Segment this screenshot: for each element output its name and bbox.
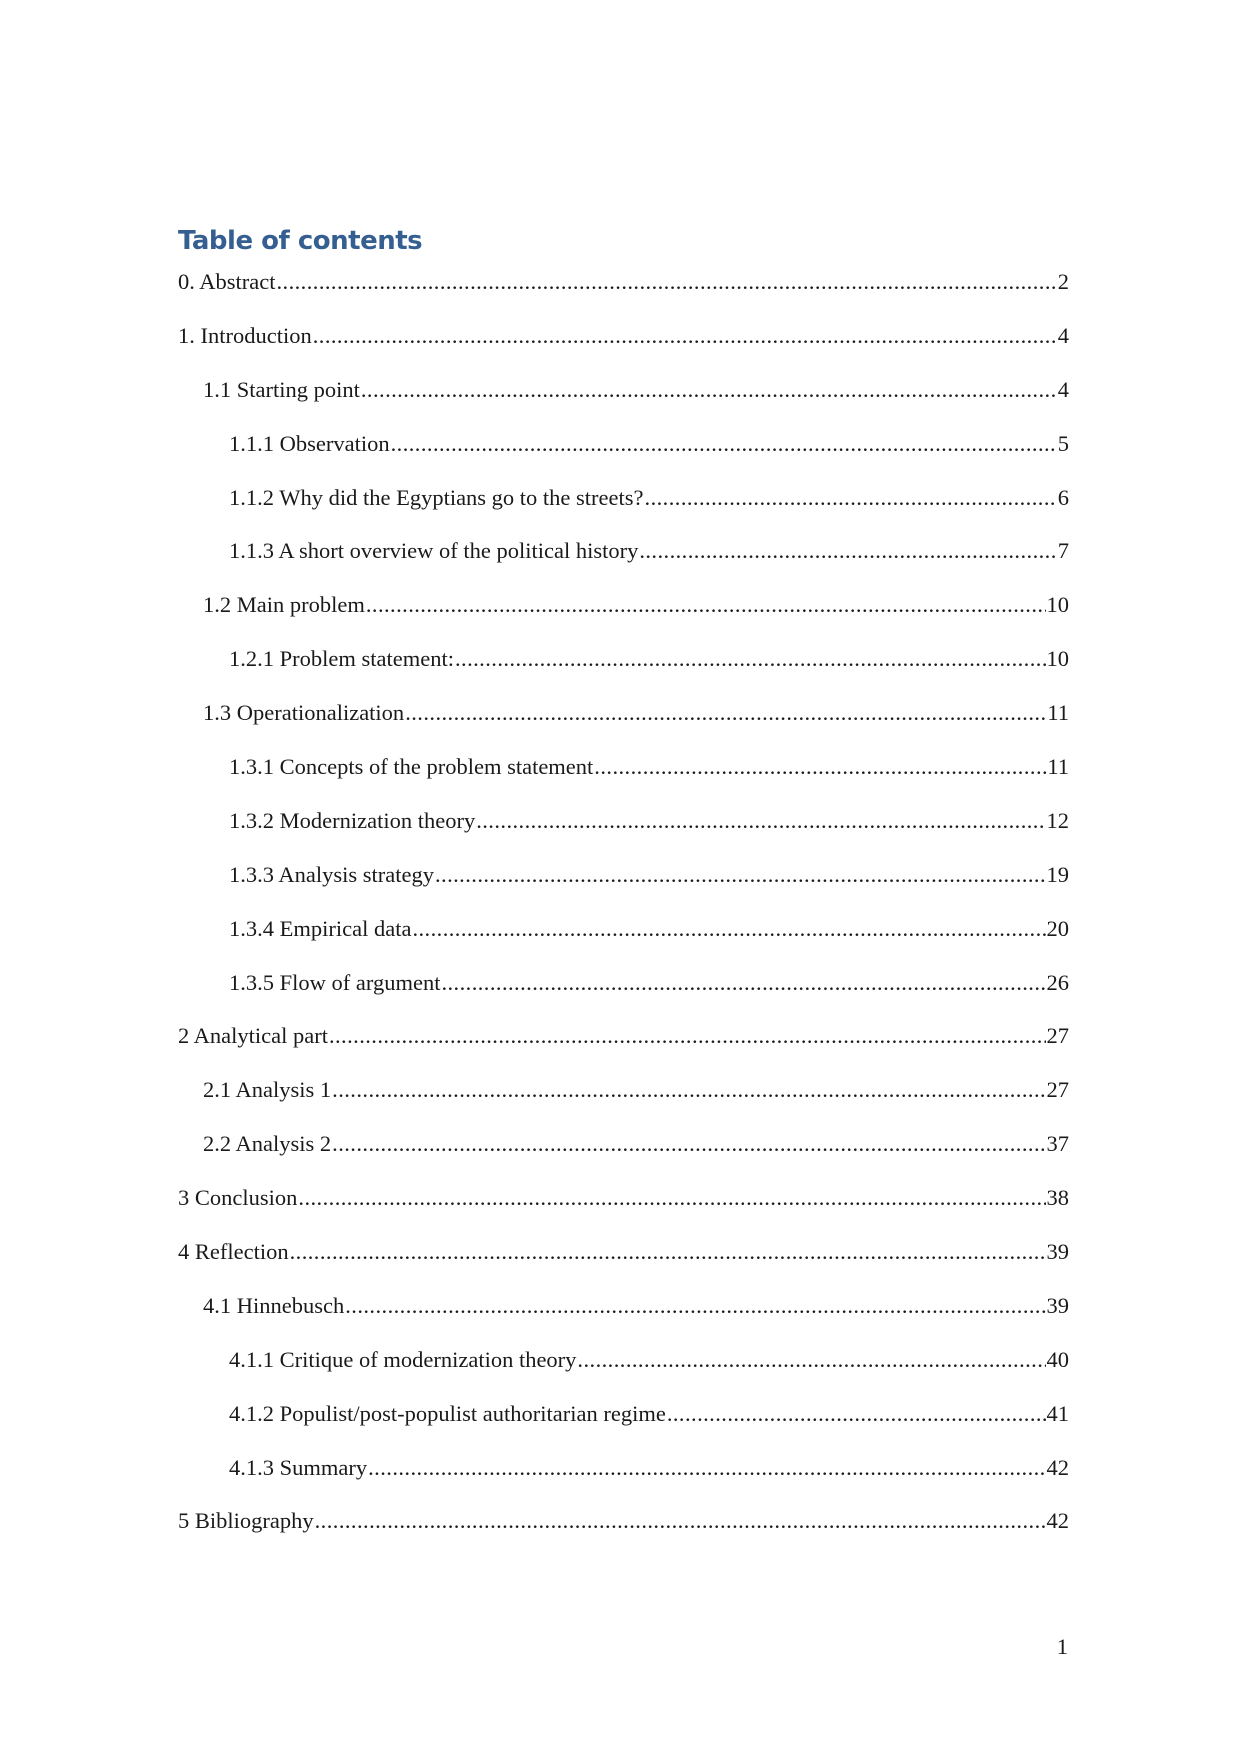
toc-entry-title: 1.3.5 Flow of argument (229, 969, 441, 995)
toc-dot-leader (332, 1074, 1045, 1106)
toc-entry-title: 2 Analytical part (178, 1023, 328, 1049)
toc-dot-leader (594, 751, 1046, 783)
toc-dot-leader (315, 1505, 1046, 1537)
toc-entry[interactable] (178, 320, 1069, 374)
toc-dot-leader (313, 320, 1057, 352)
toc-dot-leader (441, 967, 1045, 999)
toc-dot-leader (366, 589, 1046, 621)
toc-entry-page: 7 (1057, 538, 1069, 564)
toc-dot-leader (405, 697, 1046, 729)
toc-dot-leader (455, 643, 1046, 675)
toc-entry-page: 38 (1046, 1185, 1069, 1211)
toc-entry-page: 4 (1057, 322, 1069, 348)
toc-entry-page: 42 (1046, 1508, 1069, 1534)
toc-entry-page: 19 (1046, 861, 1069, 887)
toc-dot-leader (577, 1344, 1045, 1376)
toc-entry-title: 2.1 Analysis 1 (203, 1077, 332, 1103)
toc-entry-page: 39 (1046, 1239, 1069, 1265)
toc-dot-leader (298, 1182, 1045, 1214)
toc-entry[interactable] (178, 1020, 1069, 1074)
toc-entry-title: 1.2.1 Problem statement: (229, 646, 454, 672)
toc-entry[interactable] (178, 266, 1069, 320)
toc-entry[interactable] (178, 1290, 1069, 1344)
toc-entry-title: 1.1.2 Why did the Egyptians go to the streets? (229, 484, 644, 510)
toc-entry[interactable] (178, 751, 1069, 805)
toc-entry-title: 4.1.1 Critique of modernization theory (229, 1346, 577, 1372)
toc-dot-leader (639, 535, 1056, 567)
toc-entry-page: 6 (1057, 484, 1069, 510)
toc-entry[interactable] (178, 428, 1069, 482)
toc-dot-leader (290, 1236, 1046, 1268)
toc-entry[interactable] (178, 643, 1069, 697)
toc-dot-leader (412, 913, 1045, 945)
toc-dot-leader (345, 1290, 1045, 1322)
toc-entry[interactable] (178, 1074, 1069, 1128)
toc-dot-leader (391, 428, 1057, 460)
toc-entry[interactable] (178, 859, 1069, 913)
toc-entry-title: 1. Introduction (178, 322, 312, 348)
toc-entry-title: 4.1.2 Populist/post-populist authoritarian regime (229, 1400, 666, 1426)
toc-entry[interactable] (178, 482, 1069, 536)
toc-dot-leader (435, 859, 1046, 891)
toc-entry-title: 1.3.4 Empirical data (229, 915, 412, 941)
toc-entry-title: 1.3.1 Concepts of the problem statement (229, 754, 594, 780)
toc-entry-title: 1.3.2 Modernization theory (229, 807, 476, 833)
toc-entry[interactable] (178, 1505, 1069, 1559)
toc-entry-page: 27 (1046, 1077, 1069, 1103)
toc-entry[interactable] (178, 1398, 1069, 1452)
toc-entry-page: 11 (1047, 700, 1069, 726)
toc-entry[interactable] (178, 535, 1069, 589)
toc-entry-title: 4.1 Hinnebusch (203, 1292, 345, 1318)
toc-entry-page: 11 (1047, 754, 1069, 780)
toc-entry-page: 10 (1046, 646, 1069, 672)
toc-entry-page: 26 (1046, 969, 1069, 995)
toc-entry-title: 1.1.1 Observation (229, 430, 390, 456)
toc-entry-title: 4.1.3 Summary (229, 1454, 368, 1480)
toc-entry-page: 42 (1046, 1454, 1069, 1480)
toc-heading: Table of contents (178, 226, 423, 256)
toc-entry[interactable] (178, 1128, 1069, 1182)
toc-entry-title: 1.2 Main problem (203, 592, 365, 618)
toc-entry-title: 2.2 Analysis 2 (203, 1131, 332, 1157)
toc-entry-page: 10 (1046, 592, 1069, 618)
toc-entry-title: 4 Reflection (178, 1239, 289, 1265)
toc-entry[interactable] (178, 967, 1069, 1021)
toc-entry-title: 1.3.3 Analysis strategy (229, 861, 434, 887)
toc-dot-leader (667, 1398, 1046, 1430)
toc-entry-page: 12 (1046, 807, 1069, 833)
toc-entry-page: 40 (1046, 1346, 1069, 1372)
toc-dot-leader (645, 482, 1057, 514)
toc-entry[interactable] (178, 374, 1069, 428)
toc-entry-title: 1.1.3 A short overview of the political history (229, 538, 639, 564)
toc-entry-title: 5 Bibliography (178, 1508, 314, 1534)
toc-dot-leader (329, 1020, 1046, 1052)
toc-list (178, 266, 1069, 1559)
toc-entry[interactable] (178, 589, 1069, 643)
toc-entry[interactable] (178, 1236, 1069, 1290)
toc-entry-page: 27 (1046, 1023, 1069, 1049)
toc-entry-page: 37 (1046, 1131, 1069, 1157)
toc-entry-page: 39 (1046, 1292, 1069, 1318)
toc-entry-title: 1.1 Starting point (203, 376, 360, 402)
toc-entry[interactable] (178, 1182, 1069, 1236)
toc-entry-page: 4 (1057, 376, 1069, 402)
toc-entry-page: 41 (1046, 1400, 1069, 1426)
toc-entry-title: 0. Abstract (178, 269, 276, 294)
toc-dot-leader (276, 266, 1056, 298)
toc-entry-page: 5 (1057, 430, 1069, 456)
toc-entry-title: 3 Conclusion (178, 1185, 298, 1211)
toc-entry[interactable] (178, 697, 1069, 751)
toc-entry[interactable] (178, 1452, 1069, 1506)
toc-dot-leader (368, 1452, 1045, 1484)
toc-entry-page: 20 (1046, 915, 1069, 941)
toc-dot-leader (361, 374, 1057, 406)
toc-dot-leader (332, 1128, 1045, 1160)
toc-entry-title: 1.3 Operationalization (203, 700, 405, 726)
page-number: 1 (1056, 1634, 1068, 1659)
toc-entry[interactable] (178, 1344, 1069, 1398)
toc-dot-leader (476, 805, 1045, 837)
toc-entry[interactable] (178, 913, 1069, 967)
toc-entry-page: 2 (1057, 269, 1069, 294)
toc-entry[interactable] (178, 805, 1069, 859)
